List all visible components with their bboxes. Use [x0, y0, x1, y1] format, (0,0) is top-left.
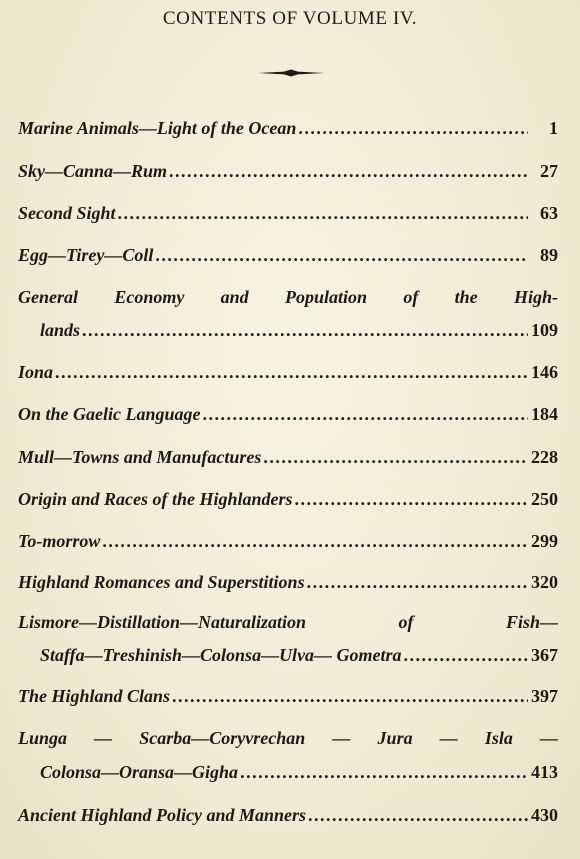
entry-title: Origin and Races of the Highlanders: [18, 489, 293, 509]
toc-entry: [40, 320, 558, 346]
entry-title: Mull—Towns and Manufactures: [18, 447, 262, 467]
entry-title: Staffa—Treshinish—Colonsa—Ulva— Gometra: [40, 645, 402, 665]
entry-title: Second Sight: [18, 203, 116, 223]
page-number: 63: [540, 203, 558, 223]
toc-entry-first-line: [18, 728, 558, 754]
toc-entry: [18, 447, 558, 473]
entry-title: Colonsa—Oransa—Gigha: [40, 762, 239, 782]
page-number: 430: [531, 805, 558, 825]
page-number: 228: [531, 447, 558, 467]
page-number: 89: [540, 245, 558, 265]
entry-title: On the Gaelic Language: [18, 404, 201, 424]
entry-title: Marine Animals—Light of the Ocean: [18, 118, 297, 138]
contents-heading: CONTENTS OF VOLUME IV.: [162, 8, 418, 29]
page-number: 397: [531, 686, 558, 706]
toc-entry: [18, 805, 558, 831]
entry-title: Ancient Highland Policy and Manners: [18, 805, 307, 825]
toc-entry: [18, 245, 558, 271]
toc-entry: [18, 489, 558, 515]
dot-leader: [153, 245, 528, 266]
entry-title-line1: Lunga — Scarba—Coryvrechan — Jura — Isla —: [18, 728, 558, 748]
dot-leader: [100, 531, 528, 552]
toc-entry: [18, 572, 558, 598]
entry-title: Egg—Tirey—Coll: [18, 245, 154, 265]
entry-title: Highland Romances and Superstitions: [18, 572, 305, 592]
toc-entry: [18, 686, 558, 712]
page-number: 367: [531, 645, 558, 665]
toc-entry: [18, 362, 558, 388]
toc-entry: [18, 161, 558, 187]
dot-leader: [201, 404, 529, 425]
toc-entry-first-line: [18, 287, 558, 313]
dot-leader: [306, 805, 528, 826]
entry-title: The Highland Clans: [18, 686, 171, 706]
page-number: 299: [531, 531, 558, 551]
entry-title: To-morrow: [18, 531, 101, 551]
toc-entry: [18, 118, 558, 144]
entry-title: lands: [40, 320, 81, 340]
ornamental-rule: [258, 68, 324, 78]
toc-entry: [18, 203, 558, 229]
dot-leader: [170, 686, 528, 707]
toc-entry-first-line: [18, 612, 558, 638]
dot-leader: [261, 447, 528, 468]
page-number: 1: [549, 118, 558, 138]
dot-leader: [296, 118, 528, 139]
entry-title-line1: General Economy and Population of the High-: [18, 287, 558, 307]
entry-title-line1: Lismore—Distillation—Naturalization of Fish—: [18, 612, 558, 632]
dot-leader: [305, 572, 528, 593]
toc-entry: [40, 762, 558, 788]
dot-leader: [167, 161, 528, 182]
dot-leader: [80, 320, 528, 341]
toc-entry: [18, 531, 558, 557]
entry-title: Sky—Canna—Rum: [18, 161, 168, 181]
dot-leader: [53, 362, 528, 383]
page-number: 184: [531, 404, 558, 424]
page-number: 146: [531, 362, 558, 382]
toc-entry: [40, 645, 558, 671]
page-number: 109: [531, 320, 558, 340]
dot-leader: [293, 489, 528, 510]
toc-entry: [18, 404, 558, 430]
page-number: 250: [531, 489, 558, 509]
page-number: 27: [540, 161, 558, 181]
entry-title: Iona: [18, 362, 54, 382]
dot-leader: [116, 203, 528, 224]
dot-leader: [402, 645, 528, 666]
dot-leader: [238, 762, 528, 783]
page-number: 413: [531, 762, 558, 782]
page-number: 320: [531, 572, 558, 592]
